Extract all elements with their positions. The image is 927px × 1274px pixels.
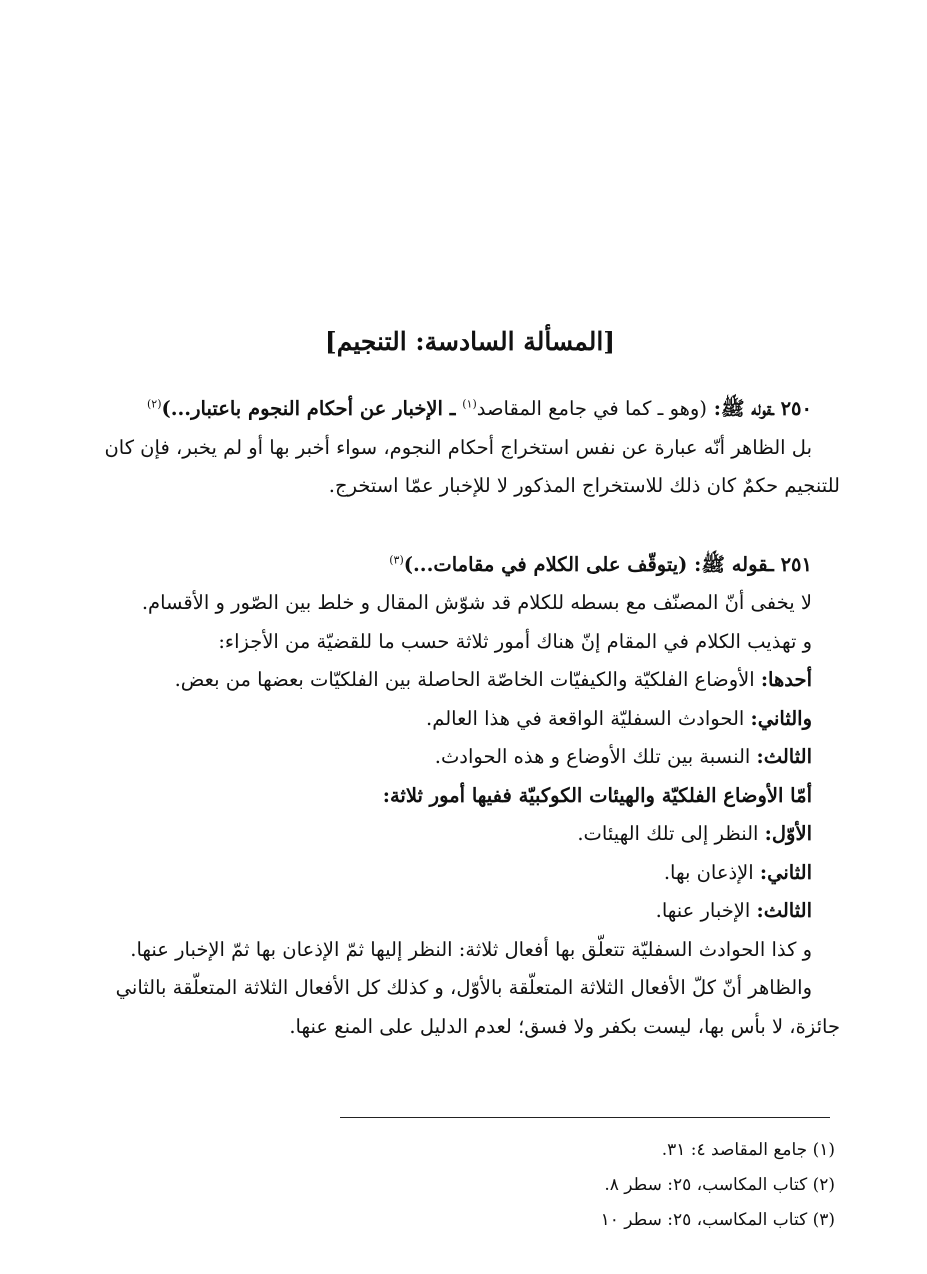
item-label: الأوّل: — [764, 822, 812, 845]
footnote-1: (١) جامع المقاصد ٤: ٣١. — [661, 1140, 835, 1160]
entry-251-number: ٢٥١ ـ — [768, 552, 812, 576]
list-item-second — [95, 700, 840, 739]
footnotes — [340, 1133, 835, 1238]
entry-250-lead: قوله ﷺ: — [706, 397, 772, 420]
item-text: الحوادث السفليّة الواقعة في هذا العالم. — [426, 706, 751, 730]
paragraph-line: جائزة، لا بأس بها، ليست بكفر ولا فسق؛ لعدم الدليل على المنع عنها. — [289, 1014, 840, 1038]
footnote-ref-2[interactable]: (٢) — [146, 397, 162, 411]
item-label: والثاني: — [750, 706, 812, 730]
footnote-ref-1[interactable]: (١) — [462, 397, 477, 411]
entry-250-quote: (وهو ـ كما في جامع المقاصد — [476, 397, 707, 420]
paragraph-line: و تهذيب الكلام في المقام إنّ هناك أمور ثلاثة حسب ما للقضيّة من الأجزاء: — [218, 629, 812, 653]
paragraph-line: للتنجيم حكمٌ كان ذلك للاستخراج المذكور لا للإخبار عمّا استخرج. — [328, 474, 840, 497]
entry-251-quote: (يتوقّف على الكلام في مقامات...) — [403, 552, 688, 576]
paragraph-line: و كذا الحوادث السفليّة تتعلّق بها أفعال ثلاثة: النظر إليها ثمّ الإذعان بها ثمّ الإخبار عنها. — [130, 937, 812, 961]
paragraph-line: لا يخفى أنّ المصنّف مع بسطه للكلام قد شوّش المقال و خلط بين الصّور و الأقسام. — [141, 591, 812, 614]
item-text: الأوضاع الفلكيّة والكيفيّات الخاصّة الحاصلة بين الفلكيّات بعضها من بعض. — [174, 668, 761, 691]
item-label: الثالث: — [756, 745, 812, 768]
item-text: الإخبار عنها. — [655, 899, 757, 922]
section-heading: [المسألة السادسة: التنجيم] — [324, 327, 616, 356]
entry-250-quote-cont: ـ الإخبار عن أحكام النجوم باعتبار...) — [161, 397, 463, 420]
item-text: الإذعان بها. — [663, 860, 760, 884]
spacer — [95, 506, 840, 546]
item-text: النظر إلى تلك الهيئات. — [577, 822, 765, 845]
sub-item-third — [95, 892, 840, 931]
main-text — [95, 390, 840, 1046]
footnote-2: (٢) كتاب المكاسب، ٢٥: سطر ٨. — [604, 1175, 835, 1195]
paragraph-line: بل الظاهر أنّه عبارة عن نفس استخراج أحكام النجوم، سواء أخبر بها أو لم يخبر، فإن كان — [104, 435, 812, 459]
item-label: الثاني: — [759, 860, 812, 884]
footnote-divider — [340, 1117, 830, 1118]
item-text: النسبة بين تلك الأوضاع و هذه الحوادث. — [434, 745, 757, 768]
list-item-first — [95, 661, 840, 700]
entry-250-header — [95, 390, 840, 429]
subsection-lead: أمّا الأوضاع الفلكيّة والهيئات الكوكبيّة ففيها أمور ثلاثة: — [382, 783, 812, 807]
footnote-3: (٣) كتاب المكاسب، ٢٥: سطر ١٠ — [600, 1210, 835, 1230]
list-item-third — [95, 738, 840, 777]
entry-250-number: ٢٥٠ ـ — [771, 397, 812, 420]
paragraph-line: والظاهر أنّ كلّ الأفعال الثلاثة المتعلّقة بالأوّل، و كذلك كل الأفعال الثلاثة المتعلّقة بالثاني — [115, 976, 812, 999]
entry-251-lead: قوله ﷺ: — [687, 552, 769, 576]
item-label: الثالث: — [756, 899, 812, 922]
footnote-ref-3[interactable]: (٣) — [389, 553, 404, 566]
sub-item-first — [95, 815, 840, 854]
item-label: أحدها: — [760, 668, 812, 691]
sub-item-second — [95, 854, 840, 893]
entry-251-header — [95, 546, 840, 585]
